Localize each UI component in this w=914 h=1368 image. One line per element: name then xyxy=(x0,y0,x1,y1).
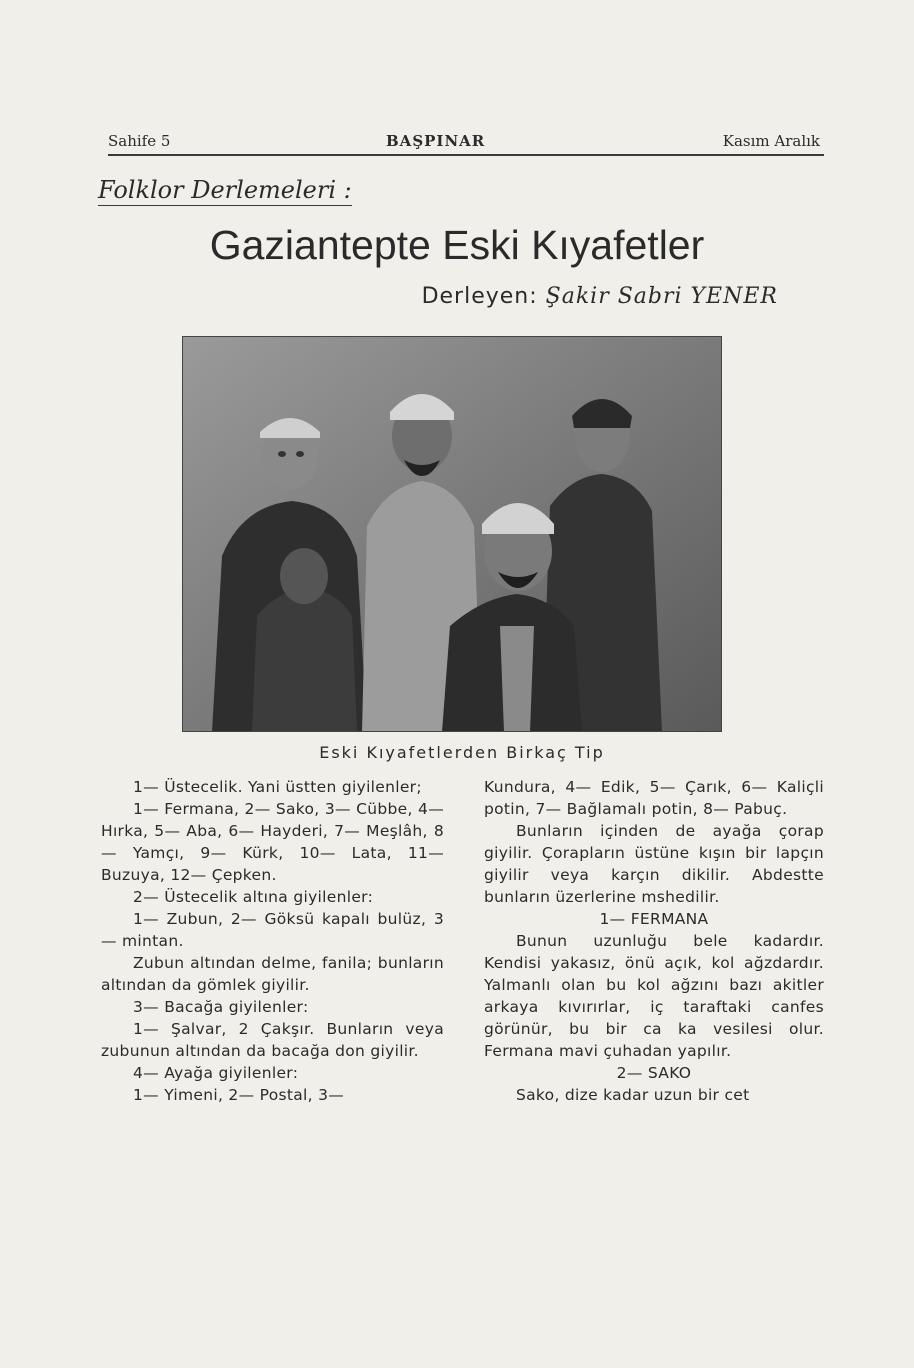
page-header xyxy=(108,128,824,156)
photo-caption: Eski Kıyafetlerden Birkaç Tip xyxy=(319,743,605,762)
left-paragraph: 1— Fermana, 2— Sako, 3— Cübbe, 4— Hırka, 5— Aba, 6— Hayderi, 7— Meşlâh, 8— Yamçı, 9— Kürk, 10— Lata, 11— Buzuya, 12— Çepken. xyxy=(101,800,444,884)
right-column xyxy=(484,776,824,1106)
page-number: Sahife 5 xyxy=(108,132,171,150)
article-title: Gaziantepte Eski Kıyafetler xyxy=(209,222,705,268)
left-paragraph: 1— Yimeni, 2— Postal, 3— xyxy=(133,1086,345,1104)
section-label: Folklor Derlemeleri : xyxy=(98,176,352,204)
left-paragraph: 2— Üstecelik altına giyilenler: xyxy=(133,888,374,906)
right-paragraph: Sako, dize kadar uzun bir cet xyxy=(516,1086,750,1104)
group-photo xyxy=(182,336,722,732)
issue-date: Kasım Aralık xyxy=(722,132,820,150)
byline-author: Şakir Sabri YENER xyxy=(545,284,778,309)
right-paragraph: Kundura, 4— Edik, 5— Çarık, 6— Kaliçli potin, 7— Bağlamalı potin, 8— Pabuç. xyxy=(484,778,824,818)
left-paragraph: Zubun altından delme, fanila; bunların altından da gömlek giyilir. xyxy=(101,954,444,994)
byline xyxy=(422,284,778,309)
left-column xyxy=(101,776,444,1106)
subheading: 1— FERMANA xyxy=(599,910,709,928)
subheading: 2— SAKO xyxy=(616,1064,692,1082)
left-paragraph: 3— Bacağa giyilenler: xyxy=(133,998,309,1016)
left-paragraph: 1— Şalvar, 2 Çakşır. Bunların veya zubunun altından da bacağa don giyilir. xyxy=(101,1020,444,1060)
left-paragraph: 1— Zubun, 2— Göksü kapalı bulüz, 3— mintan. xyxy=(101,910,444,950)
right-paragraph: Bunun uzunluğu bele kadardır. Kendisi yakasız, önü açık, kol ağzdardır. Yalmanlı olan bu kol ağzını bazı akitler arkaya kıvırırlar, iç taraftaki canfes görünür, bu bir ca ka vesilesi olur. Fermana mavi çuhadan yapılır. xyxy=(484,932,824,1060)
byline-prefix: Derleyen: xyxy=(421,284,538,309)
right-paragraph: Bunların içinden de ayağa çorap giyilir. Çorapların üstüne kışın bir lapçın giyilir veya karçın dikilir. Abdestte bunların üzerlerine mshedilir. xyxy=(484,822,824,906)
left-paragraph: 1— Üstecelik. Yani üstten giyilenler; xyxy=(133,778,422,796)
left-paragraph: 4— Ayağa giyilenler: xyxy=(133,1064,299,1082)
journal-name: BAŞPINAR xyxy=(386,132,486,150)
